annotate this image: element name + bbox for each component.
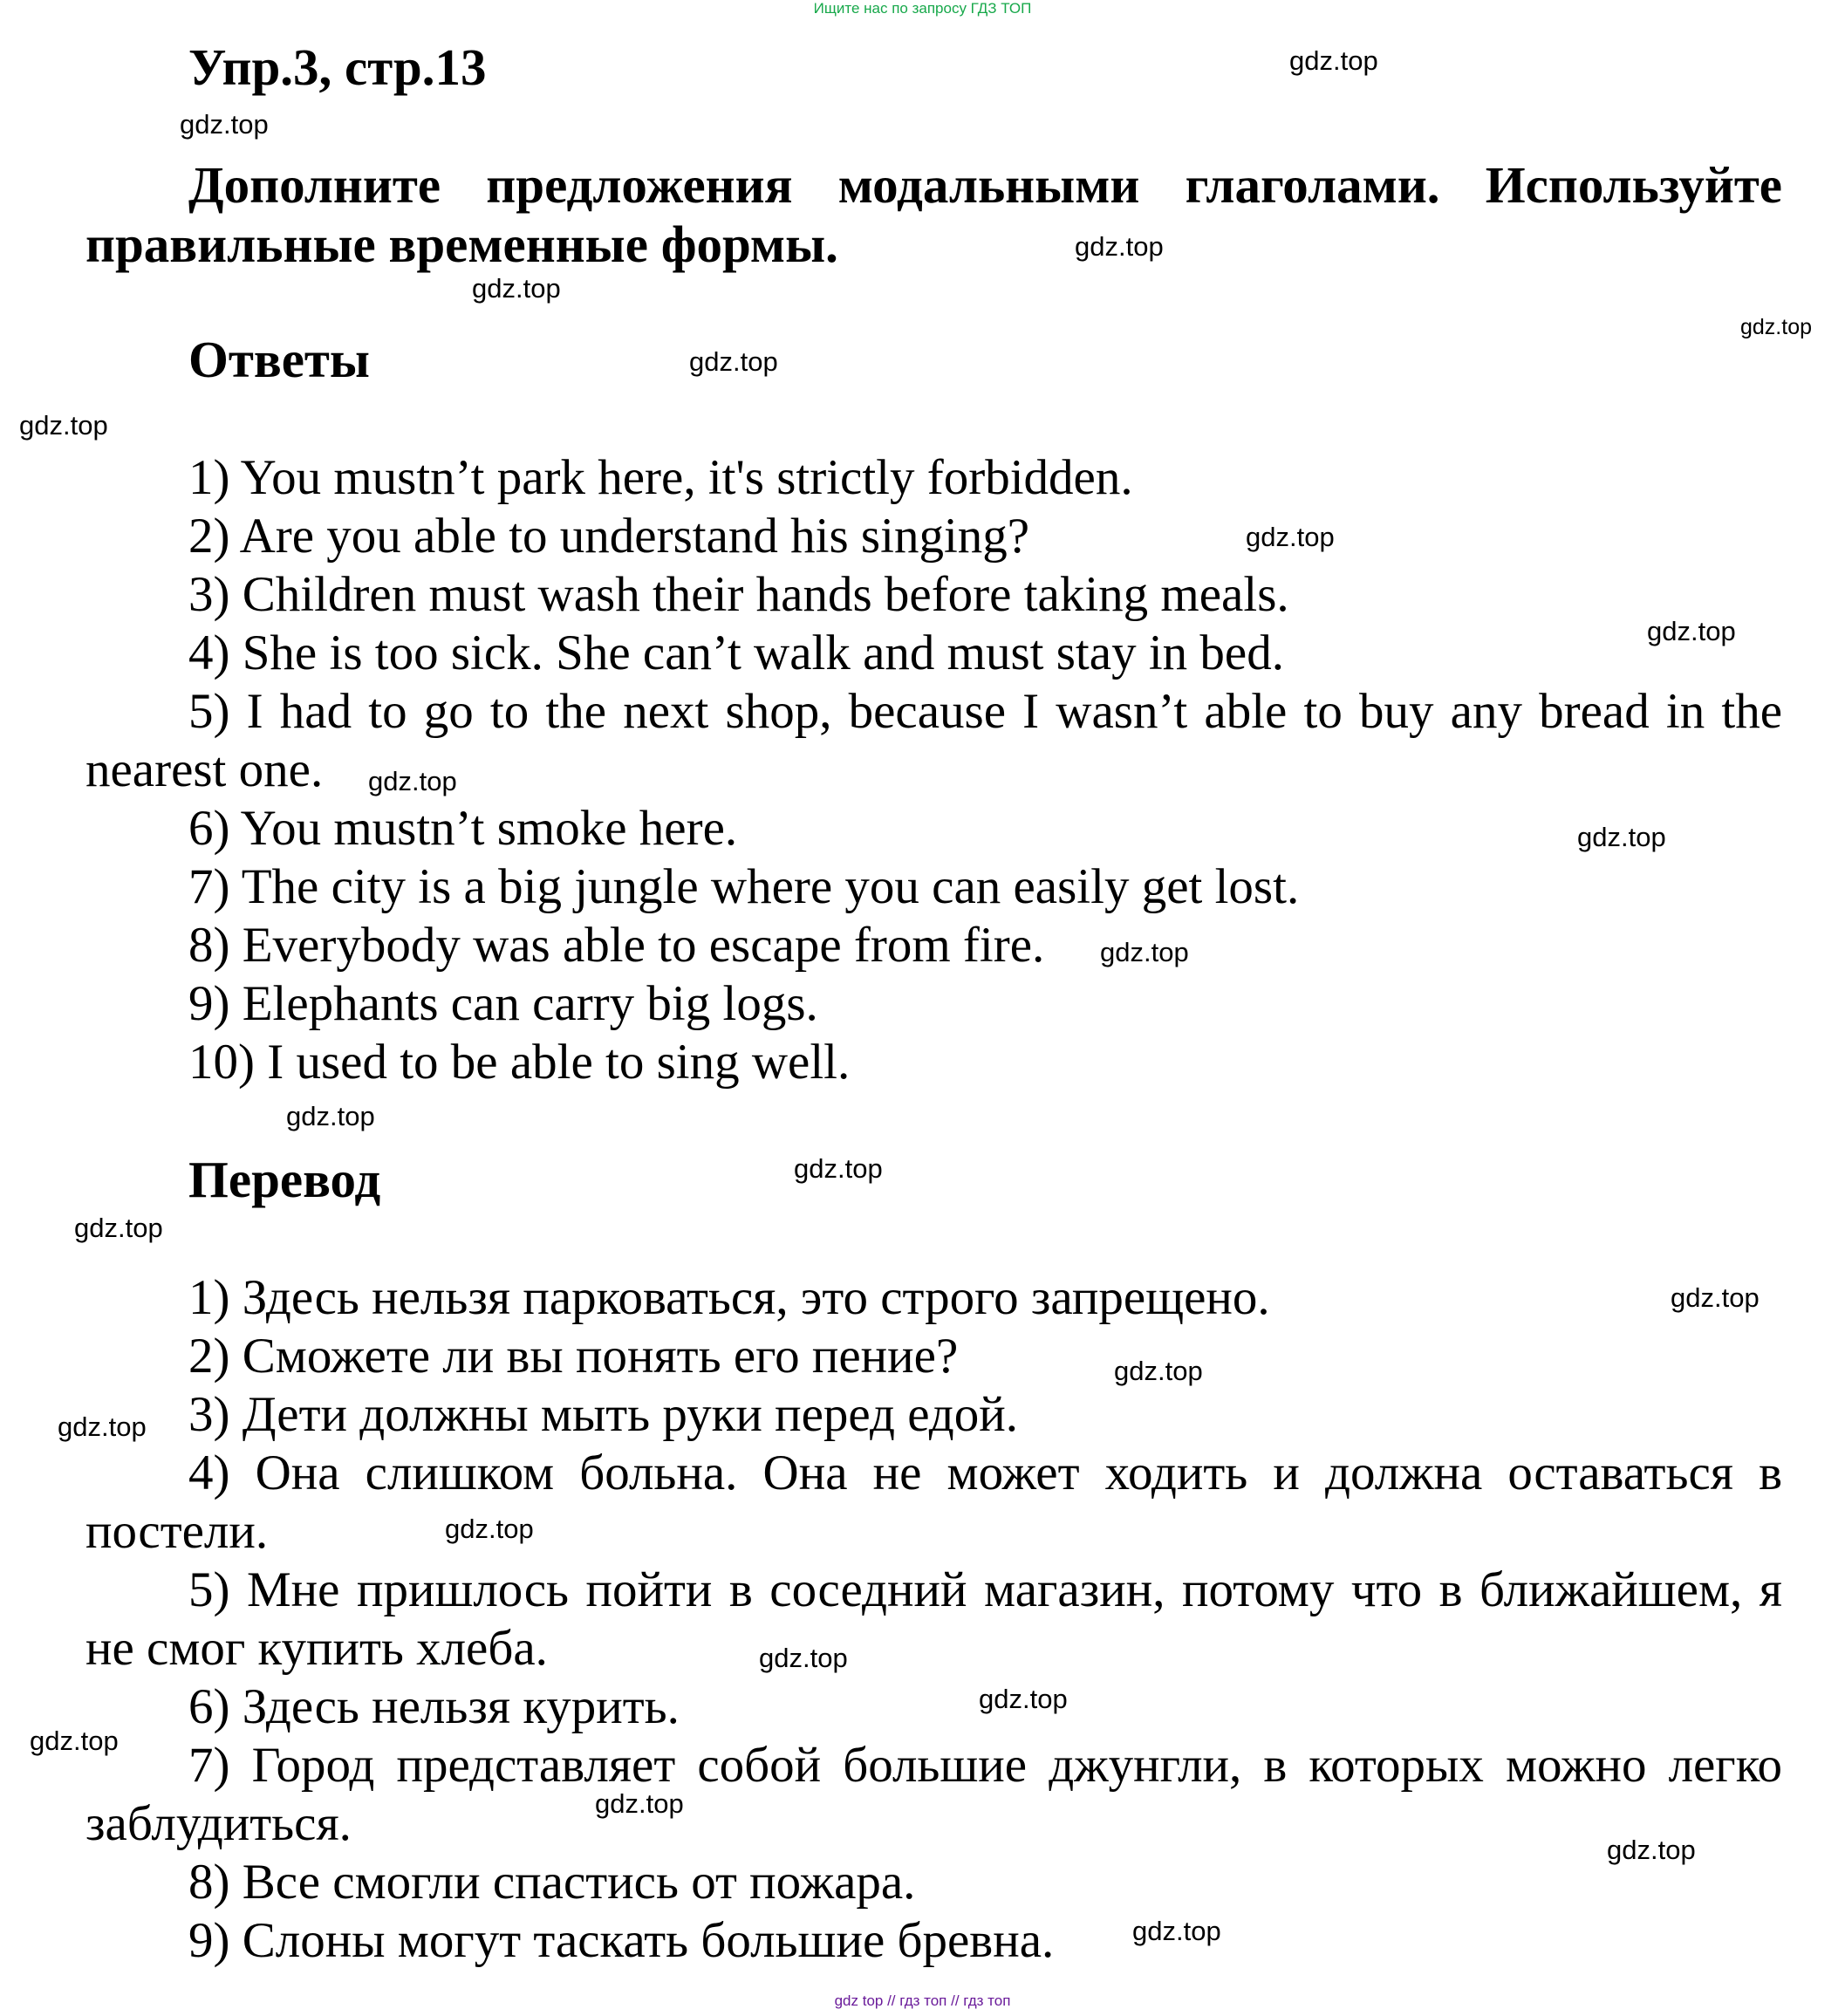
watermark: gdz.top [286, 1101, 375, 1131]
exercise-instruction: Дополните предложения модальными глаголами. Используйте правильные временные формы. [85, 156, 1782, 273]
watermark: gdz.top [1100, 937, 1189, 967]
watermark: gdz.top [1607, 1835, 1696, 1865]
list-item: 4) Она слишком больна. Она не может ходить и должна оставаться в постели. [85, 1445, 1782, 1559]
watermark: gdz.top [689, 346, 778, 377]
list-item: 4) She is too sick. She can’t walk and must stay in bed. [188, 625, 1284, 680]
list-item: 5) Мне пришлось пойти в соседний магазин, потому что в ближайшем, я не смог купить хлеба. [85, 1562, 1782, 1676]
list-item: 6) You mustn’t smoke here. [188, 801, 738, 856]
list-item: 2) Are you able to understand his singing? [188, 509, 1030, 564]
watermark: gdz.top [1132, 1916, 1221, 1946]
translations-list [85, 1268, 1782, 1970]
list-item: 8) Everybody was able to escape from fire. [188, 918, 1045, 973]
list-item: 7) The city is a big jungle where you can easily get lost. [188, 859, 1300, 914]
list-item: 5) I had to go to the next shop, because I wasn’t able to buy any bread in the nearest one. [85, 684, 1782, 797]
watermark: gdz.top [759, 1643, 848, 1673]
top-banner: Ищите нас по запросу ГДЗ ТОП [813, 0, 1032, 17]
watermark: gdz.top [794, 1153, 883, 1184]
watermark: gdz.top [1114, 1356, 1203, 1386]
watermark: gdz.top [595, 1788, 684, 1819]
list-item: 7) Город представляет собой большие джунгли, в которых можно легко заблудиться. [85, 1738, 1782, 1851]
watermark: gdz.top [1289, 45, 1378, 76]
translation-heading: Перевод [188, 1151, 381, 1208]
list-item: 9) Elephants can carry big logs. [188, 976, 818, 1031]
list-item: 6) Здесь нельзя курить. [188, 1679, 680, 1734]
list-item: 3) Children must wash their hands before taking meals. [188, 567, 1289, 622]
watermark: gdz.top [368, 766, 457, 796]
watermark: gdz.top [1577, 822, 1666, 852]
watermark: gdz.top [19, 410, 108, 441]
watermark: gdz.top [472, 273, 561, 304]
answers-heading: Ответы [188, 331, 370, 388]
watermark: gdz.top [1740, 315, 1813, 339]
list-item: 2) Сможете ли вы понять его пение? [188, 1329, 959, 1384]
watermark: gdz.top [1075, 231, 1164, 262]
list-item: 9) Слоны могут таскать большие бревна. [188, 1913, 1055, 1968]
answers-list [85, 448, 1782, 1091]
watermark: gdz.top [58, 1411, 147, 1442]
watermark: gdz.top [1671, 1282, 1760, 1313]
list-item: 8) Все смогли спастись от пожара. [188, 1855, 916, 1910]
list-item: 3) Дети должны мыть руки перед едой. [188, 1387, 1019, 1442]
watermark: gdz.top [979, 1684, 1068, 1714]
list-item: 10) I used to be able to sing well. [188, 1035, 851, 1090]
page-title: Упр.3, стр.13 [188, 38, 487, 96]
list-item: 1) You mustn’t park here, it's strictly forbidden. [188, 450, 1133, 505]
watermark: gdz.top [1647, 616, 1736, 646]
watermark: gdz.top [1246, 522, 1335, 552]
bottom-banner: gdz top // гдз топ // гдз топ [834, 1992, 1011, 2009]
watermark: gdz.top [74, 1213, 163, 1243]
watermark: gdz.top [180, 109, 269, 140]
watermark: gdz.top [30, 1726, 119, 1756]
watermark: gdz.top [445, 1514, 534, 1544]
list-item: 1) Здесь нельзя парковаться, это строго запрещено. [188, 1270, 1270, 1325]
